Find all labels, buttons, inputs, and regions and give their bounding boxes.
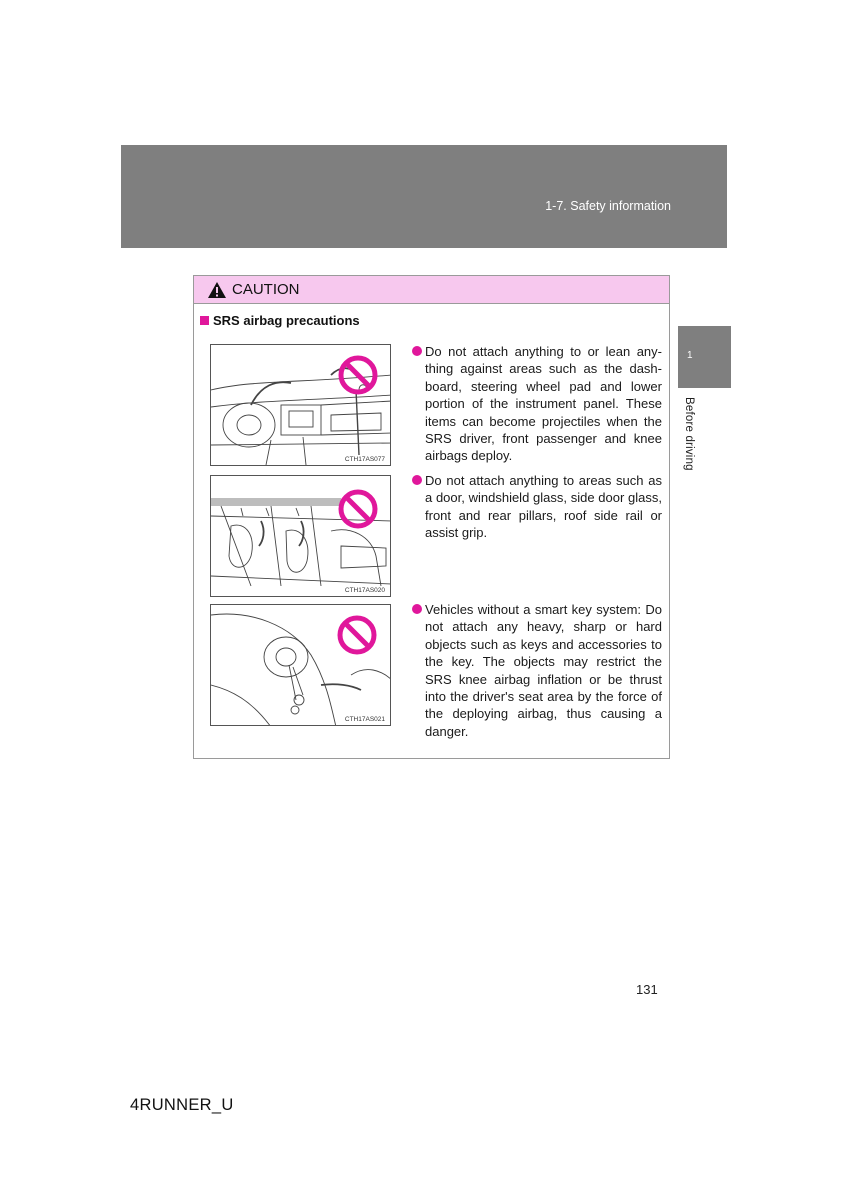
bullet-dot-icon xyxy=(412,604,422,614)
chapter-number: 1 xyxy=(687,350,693,361)
dashboard-illustration xyxy=(210,344,391,466)
caution-title: CAUTION xyxy=(232,281,300,298)
figure-code: CTH17AS077 xyxy=(344,456,385,463)
section-subheading xyxy=(200,313,360,328)
caution-item xyxy=(412,472,662,542)
key-illustration xyxy=(210,604,391,726)
chapter-label: Before driving xyxy=(683,397,695,471)
caution-item-text: Do not attach anything to or lean any-thing against areas such as the dash-board, steering wheel pad and lower portion of the instrument panel. These items can become projectiles when the SRS driver, front passenger and knee airbags deploy. xyxy=(425,344,662,464)
bullet-dot-icon xyxy=(412,346,422,356)
caution-box xyxy=(193,275,670,759)
interior-illustration xyxy=(210,475,391,597)
section-title: 1-7. Safety information xyxy=(545,199,671,213)
subheading-text: SRS airbag precautions xyxy=(213,313,360,328)
header-band xyxy=(121,145,727,248)
key-drawing xyxy=(211,605,391,726)
interior-drawing xyxy=(211,476,391,597)
caution-header xyxy=(194,276,669,304)
caution-item-text: Do not attach anything to areas such as a door, windshield glass, side door glass, front and rear pillars, roof side rail or assist grip. xyxy=(425,473,662,541)
page-number: 131 xyxy=(636,982,658,997)
figure-code: CTH17AS021 xyxy=(344,716,385,723)
square-bullet-icon xyxy=(200,316,209,325)
chapter-tab xyxy=(678,326,731,388)
caution-item xyxy=(412,601,662,740)
bullet-dot-icon xyxy=(412,475,422,485)
model-code: 4RUNNER_U xyxy=(130,1096,234,1114)
figure-code: CTH17AS020 xyxy=(344,587,385,594)
warning-icon xyxy=(207,281,227,299)
dashboard-drawing xyxy=(211,345,391,466)
caution-item-text: Vehicles without a smart key system: Do not attach any heavy, sharp or hard objects such as keys and accessories to the key. The objects may restrict the SRS knee airbag inflation or be thrust into the driver's seat area by the force of the deploying airbag, thus causing a danger. xyxy=(425,602,662,739)
caution-item xyxy=(412,343,662,465)
